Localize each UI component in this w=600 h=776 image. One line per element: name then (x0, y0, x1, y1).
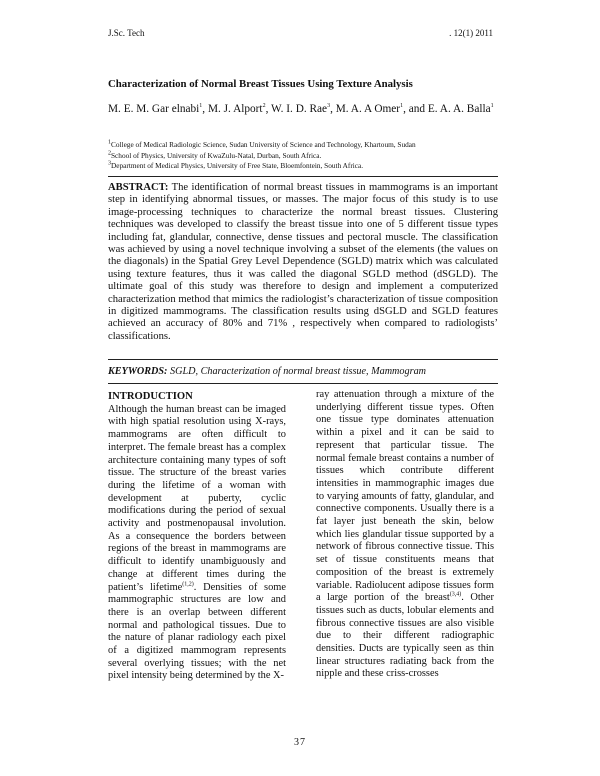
section-divider (108, 176, 498, 177)
affiliation (108, 161, 498, 172)
affiliation-mark: 1 (108, 139, 111, 146)
citation: (3,4) (449, 591, 462, 598)
body-column-right (316, 389, 494, 681)
body-text: ray attenuation through a mixture of the underlying different tissue types. Often one tissue type dominates attenuation within a pixel and it can be said to represent that particular tissue. The normal female breast contains a number of tissues which contribute different intensities in mammographic images due to varying amounts of fatty, glandular, and connective components. Usually there is a fat layer just beneath the skin, below which lies glandular tissue supported by a network of fibrous connective tissue. This set of tissue constituents means that composition of the breast is extremely variable. Radiolucent adipose tissues form a large portion of the breast (316, 389, 494, 604)
author-affil-mark: 1 (490, 103, 494, 110)
keywords (108, 366, 498, 377)
section-divider (108, 383, 498, 384)
journal-name: J.Sc. Tech (108, 28, 145, 38)
affiliation (108, 151, 498, 162)
page-number: 37 (294, 737, 306, 748)
author-name: M. J. Alport (207, 103, 263, 115)
affiliation-mark: 2 (108, 150, 111, 157)
keywords-text: SGLD, Characterization of normal breast tissue, Mammogram (170, 366, 427, 377)
author-name: M. E. M. Gar elnabi (108, 103, 200, 115)
abstract-label: ABSTRACT: (108, 182, 169, 193)
affiliation-list (108, 140, 498, 172)
author-name: E. A. A. Balla (427, 103, 491, 115)
author-name: W. I. D. Rae (271, 103, 328, 115)
author-affil-mark: 3 (327, 103, 331, 110)
affiliation (108, 140, 498, 151)
body-text: . Other tissues such as ducts, lobular elements and fibrous connective tissues are also visible due to their different radiographic densities. Ducts are typically seen as thin linear structures radiating back from the nipple and these criss-crosses (316, 592, 494, 680)
body-text: Although the human breast can be imaged with high spatial resolution using X-rays, mammograms are often difficult to interpret. The female breast has a complex architecture containing many types of soft tissue. The structure of the breast varies during the lifetime of a woman with development at puberty, cyclic modifications during the period of sexual activity and postmenopausal involution. As a consequence the borders between regions of the breast in mammograms are difficult to identify unambiguously and change at different times during the patient’s lifetime (108, 403, 286, 593)
paper-title: Characterization of Normal Breast Tissues Using Texture Analysis (108, 78, 413, 90)
author-affil-mark: 2 (262, 103, 266, 110)
author-affil-mark: 1 (199, 103, 203, 110)
author-affil-mark: 1 (400, 103, 404, 110)
abstract-text: The identification of normal breast tissues in mammograms is an important step in identifying abnormal tissues, or masses. The major focus of this study is to use image-processing techniques to characterize the normal breast tissues. Clustering techniques was developed to classify the breast tissue into one of 5 different tissue types including fat, glandular, connective, dense tissues and pectoral muscle. The classification was achieved by using a novel technique involving a subset of the elements (the values on the diagonals) in the Spatial Grey Level Dependence (SGLD) matrix which was calculated using texture features, thus it was called the diagonal SGLD method (dSGLD). The ultimate goal of this study was therefore to design and implement a computerized characterization method that mimics the radiologist’s characterization of tissue composition in digitized mammograms. The classification results using dSGLD and SGLD features achieved an accuracy of 80% and 71% , respectively when compared to radiologists’ classifications. (108, 182, 498, 342)
keywords-label: KEYWORDS: (108, 366, 168, 377)
body-text: . Densities of some mammographic structures are low and there is an overlap between different normal and pathological tissues. Due to the nature of planar radiology each pixel of a digitized mammogram represents several overlying tissues; with the net pixel intensity being determined by the X- (108, 581, 286, 682)
author-name: M. A. A Omer (335, 103, 401, 115)
body-column-left (108, 391, 286, 683)
citation: (1,2) (182, 581, 194, 588)
affiliation-mark: 3 (108, 160, 111, 167)
affiliation-text: College of Medical Radiologic Science, Sudan University of Science and Technology, Khartoum, Sudan (111, 140, 416, 149)
affiliation-text: School of Physics, University of KwaZulu-Natal, Durban, South Africa. (111, 150, 322, 160)
author-list: M. E. M. Gar elnabi$^1$, M. J. Alport$^2$, W. I. D. Rae$^3$, M. A. A Omer$^1$, and E. A. A. Balla$^1$ (108, 103, 494, 115)
affiliation-text: Department of Medical Physics, University of Free State, Bloemfontein, South Africa. (111, 161, 364, 170)
section-heading: INTRODUCTION (108, 391, 193, 402)
abstract (108, 182, 498, 343)
journal-issue: . 12(1) 2011 (449, 28, 493, 38)
section-divider (108, 359, 498, 360)
